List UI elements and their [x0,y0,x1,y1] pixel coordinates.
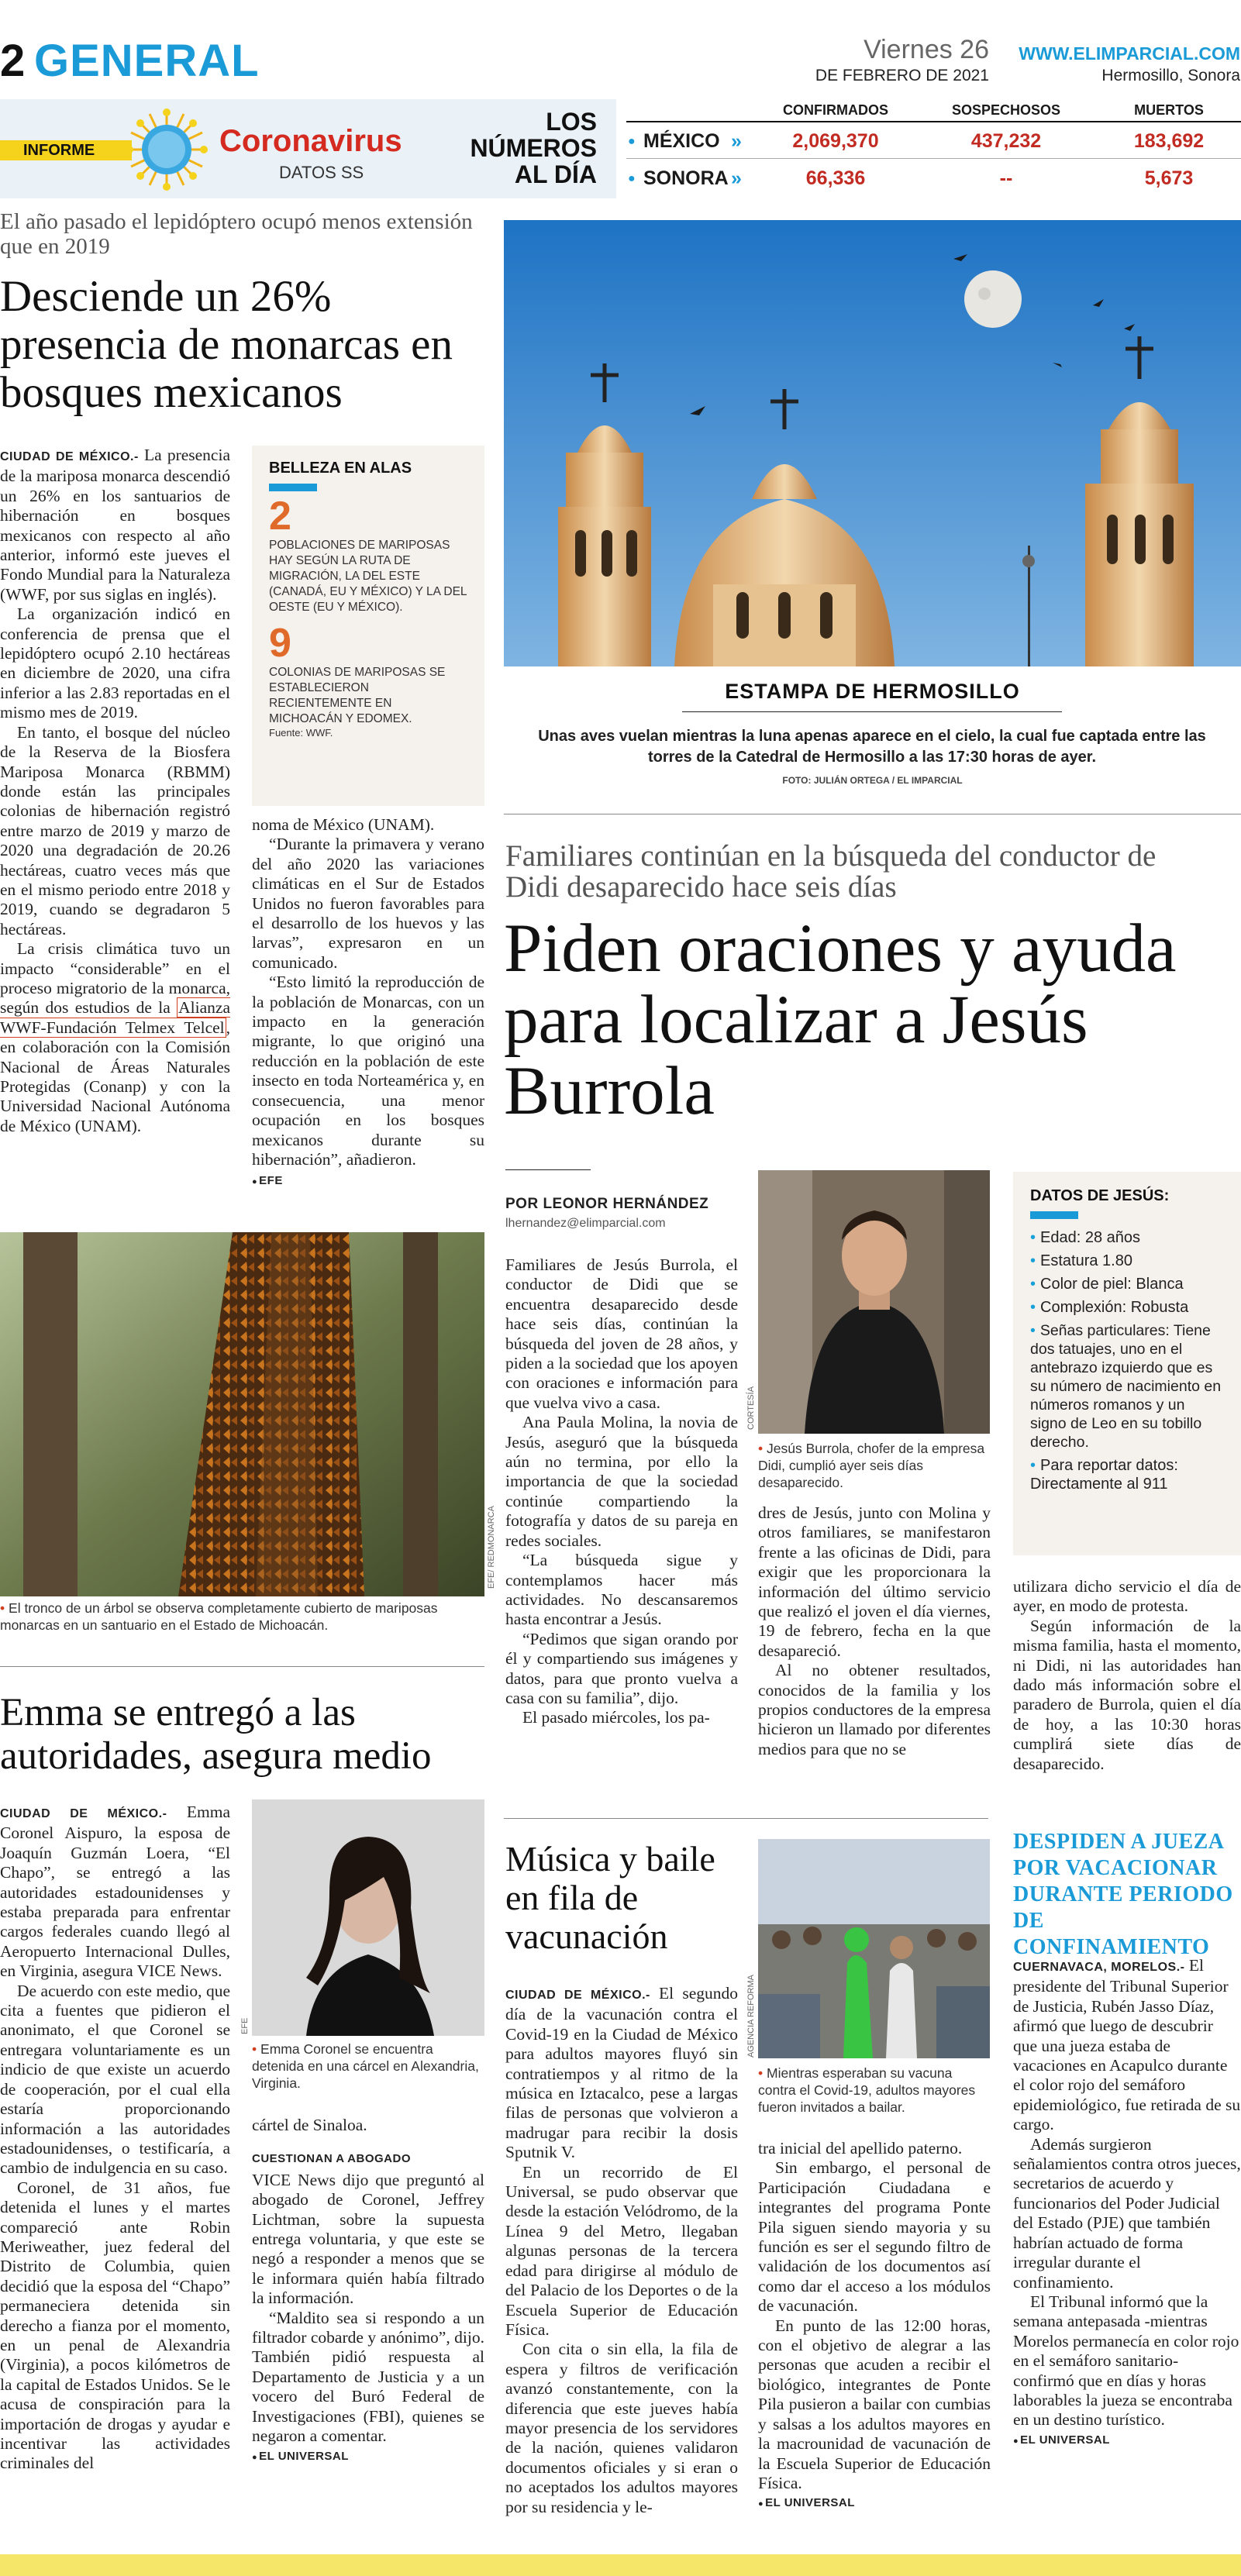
burrola-byline: POR LEONOR HERNÁNDEZ [505,1196,709,1212]
monarcas-col-1: CIUDAD DE MÉXICO.- La presencia de la mariposa monarca descendió un 26% en los santuarios de hibernación en bosques mexicanos con respecto al año anterior, informó este jueves el Fondo Mundial para la Naturaleza (WWF, por sus siglas en inglés). La organización indicó en conferencia de prensa que el lepidóptero ocupó 2.10 hectáreas en diciembre de 2020, una cifra inferior a las 2.83 reportadas en el mismo mes de 2019. En tanto, el bosque del núcleo de la Reserva de la Biosfera Mariposa Monarca (RBMM) donde están las principales colonias de hibernación registró entre marzo de 2019 y marzo de 2020 una degradación de 20.26 hectáreas, cuatro veces más que en el mismo periodo entre 2018 y 2019, cuando se degradaron 5 hectáreas. La crisis climática tuvo un impacto “considerable” en el proceso migratorio de la monarca, según dos estudios de la Alianza WWF-Fundación Telmex Telcel, en colaboración con la Comisión Nacional de Áreas Naturales Protegidas (Conanp) y con la Universidad Nacional Autónoma de México (UNAM). [0,446,230,1135]
box-number-2: 9 [269,621,291,666]
musica-photo-credit: AGENCIA REFORMA [746,1975,756,2058]
header-day: Viernes 26 [864,35,989,64]
footer-strip [0,2554,1241,2576]
burrola-headline: Piden oraciones y ayuda para localizar a Jesús Burrola [504,911,1177,1129]
col-muertos: MUERTOS [1134,102,1204,118]
burrola-col-3: utilizara dicho servicio el día de ayer, en modo de protesta. Según información de la misma familia, hasta el momento, ni Didi, ni las autoridades han dado más información sobre el paradero de Burrola, quien el día de hoy, a las 10:30 horas cumplirá siete días de desaparecido. [1013,1577,1241,1773]
alianza-link[interactable]: Alianza WWF-Fundación Telmex Telcel [0,998,230,1037]
informe-label: INFORME [0,140,132,160]
belleza-box: BELLEZA EN ALAS 2 POBLACIONES DE MARIPOSAS HAY SEGÚN LA RUTA DE MIGRACIÓN, LA DEL ESTE (CANADÁ, EU Y MÉXICO) Y LA DEL OESTE (EU Y MÉXICO). 9 COLONIAS DE MARIPOSAS SE ESTABLECIERON RECIENTEMENTE EN MICHOACÁN Y EDOMEX. Fuente: WWF. [252,446,484,806]
header-city: Hermosillo, Sonora [1101,67,1240,84]
monarcas-kicker: El año pasado el lepidóptero ocupó menos extensión que en 2019 [0,209,473,259]
musica-caption: • Mientras esperaban su vacuna contra el Covid-19, adultos mayores fueron invitados a bailar. [758,2065,976,2115]
jueza-text: CUERNAVACA, MORELOS.- El presidente del Tribunal Superior de Justicia, Rubén Jasso Díaz, afirmó que luego de descubrir que una jueza estaba de vacaciones en Acapulco durante el color rojo del semáforo epidemiológico, fue retirada de su cargo. Además surgieron señalamientos contra otros jueces, secretarios de acuerdo y funcionarios del Poder Judicial del Estado (PJE) que también habrían actuado de forma irregular durante el confinamiento. El Tribunal informó que la semana antepasada -mientras Morelos permanecía en color rojo en el semáforo sanitario- confirmó que en días y horas laborables la jueza se encontraba en un destino turístico. ● EL UNIVERSAL [1013,1956,1241,2451]
musica-col-2: tra inicial del apellido paterno. Sin embargo, el personal de Participación Ciudadana e integrantes del programa Ponte Pila siguen siendo mayoria y su función es ser el segundo filtro de validación de los documentos así como dar el acceso a los módulos de vacunación. En punto de las 12:00 horas, con el objetivo de alegrar a las personas que acuden a recibir el biológico, integrantes de Ponte Pila pusieron a bailar con cumbias y salsas a los adultos mayores en la macrounidad de vacunación de la Escuela Superior de Educación Física. ● EL UNIVERSAL [758,2139,991,2515]
col-confirmados: CONFIRMADOS [783,102,888,118]
burrola-caption: • Jesús Burrola, chofer de la empresa Didi, cumplió ayer seis días desaparecido. [758,1441,985,1490]
burrola-col-1: Familiares de Jesús Burrola, el conductor de Didi que se encuentra desaparecido desde hace seis días, continúan la búsqueda del joven de 28 años, y piden a la sociedad que los apoyen con oraciones e información para que vuelva vivo a casa. Ana Paula Molina, la novia de Jesús, aseguró que la búsqueda aún no termina, por ello la importancia de que la sociedad continúe compartiendo la fotografía y datos de su pareja en redes sociales. “La búsqueda sigue y contemplamos hacer más actividades. No descansaremos hasta encontrar a Jesús. “Pedimos que sigan orando por él y compartiendo sus imágenes y datos, para que pronto vuelva a casa con su familia”, dijo. El pasado miércoles, los pa- [505,1255,738,1727]
monarcas-headline: Desciende un 26% presencia de monarcas en bosques mexicanos [0,272,453,417]
emma-col-2: cártel de Sinaloa. CUESTIONAN A ABOGADO VICE News dijo que preguntó al abogado de Coronel, Jeffrey Lichtman, sobre la supuesta entrega voluntaria, y que este se negó a responder a menos que se le informara quién había filtrado la información. “Maldito sea si respondo a un filtrador cobarde y anónimo”, dijo. También pidió respuesta al Departamento de Justicia y a un vocero del Buró Federal de Investigaciones (FBI), quienes se negaron a comentar. ● EL UNIVERSAL [252,2116,484,2468]
covid-subtitle: DATOS SS [279,163,364,182]
estampa-credit: FOTO: JULIÁN ORTEGA / EL IMPARCIAL [782,775,963,786]
estampa-title: ESTAMPA DE HERMOSILLO [725,680,1020,703]
emma-photo-credit: EFE [240,2017,250,2034]
jueza-headline: DESPIDEN A JUEZA POR VACACIONAR DURANTE PERIODO DE CONFINAMIENTO [1013,1830,1233,1959]
covid-table [626,99,1241,198]
emma-caption: • Emma Coronel se encuentra detenida en una cárcel en Alexandria, Virginia. [252,2041,479,2091]
header-date: DE FEBRERO DE 2021 [815,67,989,84]
monarcas-photo-credit: EFE/ REDMONARCA [487,1506,496,1589]
emma-photo [252,1799,484,2036]
vacunacion-photo [758,1839,990,2058]
emma-headline: Emma se entregó a las autoridades, asegura medio [0,1691,432,1778]
emma-col-1: CIUDAD DE MÉXICO.- Emma Coronel Aispuro, la esposa de Joaquín Guzmán Loera, “El Chapo”, se entregó a las autoridades estadounidenses y estaba preparada para enfrentar cargos federales cuando llegó al Aeropuerto Internacional Dulles, en Virginia, asegura VICE News. De acuerdo con este medio, que cita a fuentes que pidieron el anonimato, el que Coronel se entregara voluntariamente es un indicio de que existe un acuerdo de cooperación, por el cual ella estaría proporcionando información a las autoridades estadounidenses, o testificaría, a cambio de indulgencia en su caso. Coronel, de 31 años, fue detenida el lunes y el martes compareció ante Robin Meriweather, juez federal del Distrito de Columbia, quien decidió que la esposa del “Chapo” permaneciera detenida sin derecho a fianza por el momento, en un penal de Alexandria (Virginia), a pocos kilómetros de la capital de Estados Unidos. Se le acusa de conspiración para la importación de drogas y ayudar e incentivar las actividades criminales del [0,1803,230,2473]
musica-headline: Música y baile en fila de vacunación [505,1839,715,1956]
burrola-kicker: Familiares continúan en la búsqueda del conductor de Didi desaparecido hace seis días [505,839,1157,904]
musica-col-1: CIUDAD DE MÉXICO.- El segundo día de la vacunación contra el Covid-19 en la Ciudad de México para adultos mayores fluyó sin contratiempos y al ritmo de la música en Iztacalco, pese a largas filas de personas que volvieron a madrugar para recibir la dosis Sputnik V. En un recorrido de El Universal, se pudo observar que desde la estación Velódromo, de la Línea 9 del Metro, llegaban algunas personas de la tercera edad para dirigirse al módulo de del Palacio de los Deportes o de la Escuela Superior de Educación Física. Con cita o sin ella, la fila de espera y filtros de verificación avanzó constantemente, con la diferencia que este jueves había mayor presencia de los servidores de la nación, quienes validaron documentos oficiales y si eran o no aceptados los adultos mayores por su residencia y le- [505,1984,738,2516]
jesus-burrola-photo [758,1170,990,1434]
monarch-tree-photo [0,1232,484,1596]
monarcas-caption: • El tronco de un árbol se observa completamente cubierto de mariposas monarcas en un santuario en el Estado de Michoacán. [0,1600,438,1633]
page-number: 2 [0,36,26,86]
col-sospechosos: SOSPECHOSOS [951,102,1061,118]
monarcas-col-2: noma de México (UNAM). “Durante la primavera y verano del año 2020 las variaciones climáticas en el Sur de Estados Unidos no fueron favorables para el desarrollo de los huevos y las larvas”, expresaron en un comunicado. “Esto limitó la reproducción de la población de Monarcas, con un impacto en la generación migrante, lo que originó una reducción en la población de este insecto en toda Norteamérica y, en consecuencia, una menor ocupación en los bosques mexicanos durante su hibernación”, añadieron. ● EFE [252,815,484,1193]
burrola-col-2: dres de Jesús, junto con Molina y otros familiares, se manifestaron frente a las oficinas de Didi, para exigir que les proporcionara la información del último servicio que realizó el joven el día viernes, 19 de febrero, fecha en la que desapareció. Al no obtener resultados, conocidos de la familia y los propios conductores de la empresa hicieron un llamado por diferentes medios para que no se [758,1503,991,1758]
website-link[interactable]: WWW.ELIMPARCIAL.COM [1019,43,1240,64]
row-mexico: ● MÉXICO » 2,069,370 437,232 183,692 [628,130,1205,152]
numbers-title: LOS NÚMEROS AL DÍA [470,108,597,188]
burrola-email[interactable]: lhernandez@elimparcial.com [505,1217,666,1230]
covid-title: Coronavirus [219,124,402,158]
estampa-caption: Unas aves vuelan mientras la luna apenas aparece en el cielo, la cual fue captada entre las torres de la Catedral de Hermosillo a las 17:30 horas de ayer. [538,728,1206,766]
row-sonora: ● SONORA » 66,336 -- 5,673 [628,167,1194,189]
box-number-1: 2 [269,494,291,539]
virus-icon [124,107,209,192]
datos-jesus-box: DATOS DE JESÚS: • Edad: 28 años • Estatura 1.80 • Color de piel: Blanca • Complexión: Robusta • Señas particulares: Tiene dos tatuajes, uno en el antebrazo izquierdo que es su número de nacimiento en números romanos y un signo de Leo en su tobillo derecho. • Para reportar datos: Directamente al 911 [1013,1172,1241,1555]
burrola-photo-credit: CORTESÍA [746,1386,756,1430]
catedral-photo [504,220,1241,666]
section-title: GENERAL [34,36,260,86]
